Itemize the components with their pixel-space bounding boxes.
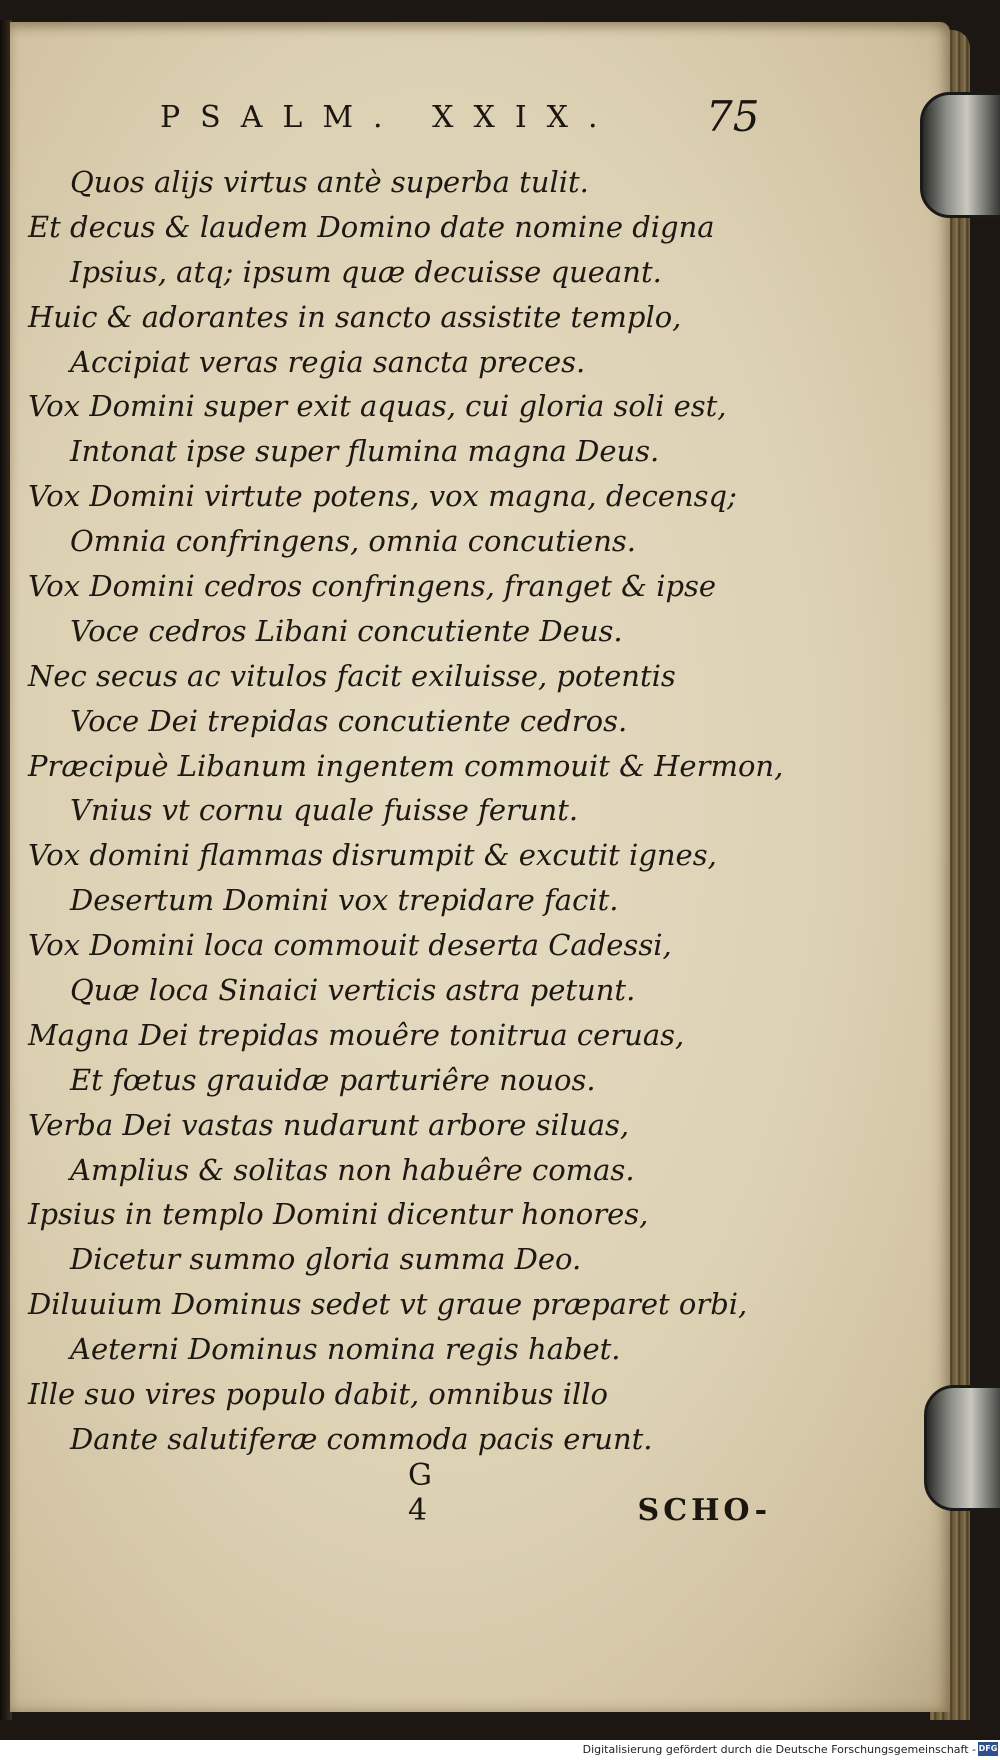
verse-line: Verba Dei vastas nudarunt arbore siluas,	[28, 1107, 630, 1142]
verse-line: Intonat ipse super flumina magna Deus.	[70, 434, 660, 469]
verse-line: Et fœtus grauidæ parturiêre nouos.	[70, 1062, 596, 1097]
verse-line: Et decus & laudem Domino date nomine digna	[28, 209, 715, 244]
verse-line: Vox Domini loca commouit deserta Cadessi,	[28, 928, 672, 963]
verse-line: Voce Dei trepidas concutiente cedros.	[70, 703, 628, 738]
signature-mark: G 4	[408, 1458, 446, 1528]
verse-line: Desertum Domini vox trepidare facit.	[70, 883, 619, 918]
verse-line: Vox Domini virtute potens, vox magna, decensq;	[28, 479, 737, 514]
verse-line: Dante salutiferæ commoda pacis erunt.	[70, 1421, 653, 1456]
verse-line: Vox Domini super exit aquas, cui gloria soli est,	[28, 389, 727, 424]
verse-line: Præcipuè Libanum ingentem commouit & Hermon,	[28, 748, 784, 783]
verse-line: Omnia confringens, omnia concutiens.	[70, 524, 636, 559]
metal-clasp-top	[920, 92, 1000, 218]
verse-line: Dicetur summo gloria summa Deo.	[70, 1242, 582, 1277]
dfg-logo-icon: DFG	[978, 1742, 998, 1756]
verse-line: Vnius vt cornu quale fuisse ferunt.	[70, 793, 579, 828]
verse-line: Magna Dei trepidas mouêre tonitrua ceruas,	[28, 1017, 685, 1052]
verse-line: Quæ loca Sinaici verticis astra petunt.	[70, 973, 636, 1008]
verse-line: Ille suo vires populo dabit, omnibus illo	[28, 1377, 608, 1412]
verse-line: Huic & adorantes in sancto assistite templo,	[28, 299, 682, 334]
running-title: PSALM. XXIX.	[160, 100, 618, 135]
verse-line: Vox domini flammas disrumpit & excutit ignes,	[28, 838, 717, 873]
page-footer	[408, 1458, 788, 1528]
verse-line: Ipsius in templo Domini dicentur honores,	[28, 1197, 649, 1232]
verse-line: Vox Domini cedros confringens, franget & ipse	[28, 569, 717, 604]
verse-line: Diluuium Dominus sedet vt graue præparet orbi,	[28, 1287, 748, 1322]
verse-line: Accipiat veras regia sancta preces.	[70, 344, 586, 379]
verse-line: Quos alijs virtus antè superba tulit.	[70, 165, 589, 199]
verse-line: Nec secus ac vitulos facit exiluisse, potentis	[28, 658, 676, 693]
verse-line: Amplius & solitas non habuêre comas.	[70, 1152, 635, 1187]
page-number: 75	[706, 92, 760, 141]
catchword: SCHO-	[637, 1493, 772, 1528]
psalm-text	[20, 160, 900, 1462]
verse-line: Voce cedros Libani concutiente Deus.	[70, 613, 623, 648]
verse-line: Aeterni Dominus nomina regis habet.	[70, 1332, 621, 1367]
digitization-credit: Digitalisierung gefördert durch die Deutsche Forschungsgemeinschaft -	[582, 1743, 976, 1756]
verse-line: Ipsius, atq; ipsum quæ decuisse queant.	[70, 254, 662, 289]
metal-clasp-bottom	[924, 1385, 1000, 1511]
